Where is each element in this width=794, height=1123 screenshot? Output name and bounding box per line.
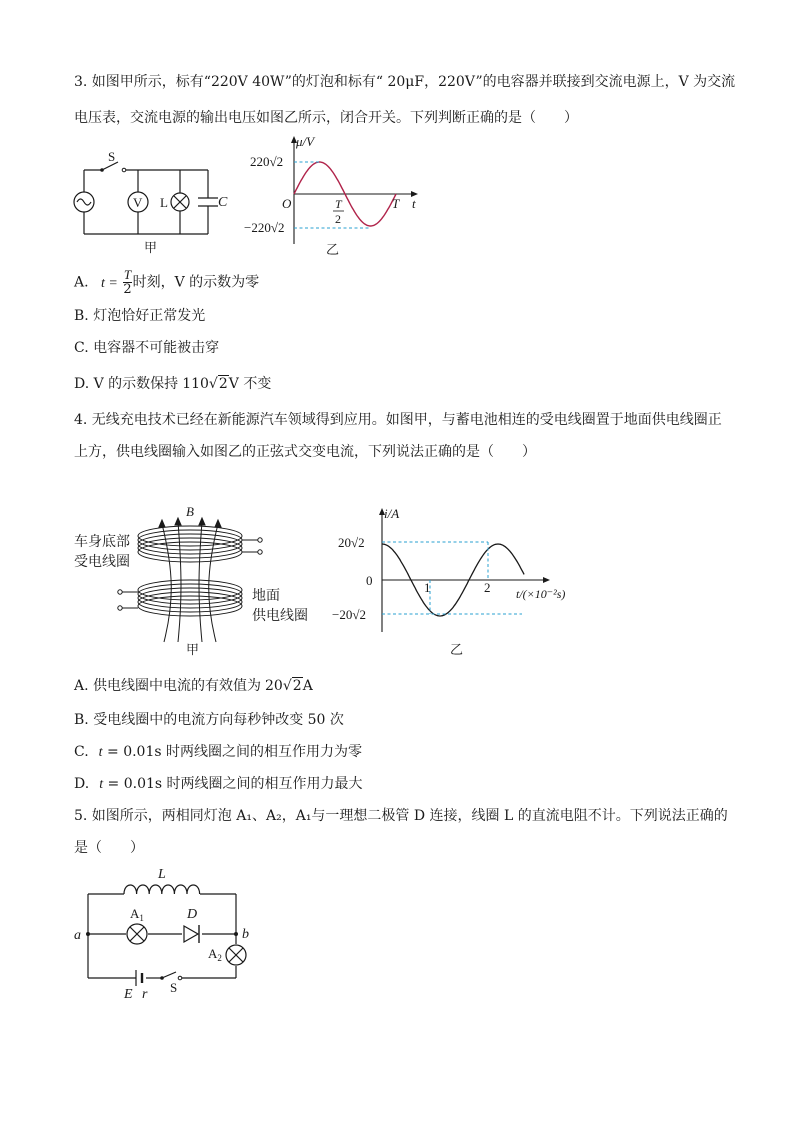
q4-upper-coil-label-2: 受电线圈 bbox=[74, 555, 130, 570]
q3-capacitor-label: C bbox=[218, 195, 228, 210]
q3-period-label: T bbox=[392, 196, 400, 211]
q4-fig-yi-caption: 乙 bbox=[450, 642, 464, 657]
q4-y-axis-label: i/A bbox=[384, 506, 400, 521]
q4-option-a: A. 供电线圈中电流的有效值为 20√2A bbox=[74, 678, 313, 694]
q3-half-period-den: 2 bbox=[335, 212, 341, 226]
q4-current-graph bbox=[334, 504, 584, 660]
q3-option-c: C. 电容器不可能被击穿 bbox=[74, 340, 220, 356]
q3-option-d: D. V 的示数保持 110√2V 不变 bbox=[74, 376, 272, 392]
q3-option-a: A. t = $\frac{T}{2}$ 时刻，V 的示数为零 bbox=[74, 267, 260, 297]
q5-resistance-label: r bbox=[142, 987, 148, 1002]
q4-lower-coil-label-1: 地面 bbox=[252, 589, 280, 604]
q3-voltmeter-label: V bbox=[133, 195, 143, 210]
q5-inductor-label: L bbox=[158, 867, 166, 882]
q5-diode-label: D bbox=[187, 907, 198, 922]
q3-switch-label: S bbox=[108, 149, 116, 164]
q4-lower-coil-label-2: 供电线圈 bbox=[252, 609, 308, 624]
q4-stem-line2: 上方，供电线圈输入如图乙的正弦式交变电流，下列说法正确的是（ ） bbox=[74, 444, 536, 460]
q5-lamp1-label: $A_1$ bbox=[130, 906, 144, 923]
q4-tick-1: 1 bbox=[424, 580, 431, 595]
q4-ymin-label: −20√2 bbox=[332, 607, 366, 622]
q3-stem-line1: 3. 如图甲所示，标有“220V 40W”的灯泡和标有“ 20μF，220V”的电容器并联接到交流电源上，V 为交流 bbox=[74, 74, 736, 90]
q4-stem-line1: 4. 无线充电技术已经在新能源汽车领域得到应用。如图甲，与蓄电池相连的受电线圈置于地面供电线圈正 bbox=[74, 412, 722, 428]
q5-switch-label: S bbox=[170, 980, 178, 995]
q3-fig-yi-caption: 乙 bbox=[326, 242, 340, 257]
q3-stem-line2: 电压表，交流电源的输出电压如图乙所示，闭合开关。下列判断正确的是（ ） bbox=[74, 110, 578, 126]
q4-x-axis-label: t/(×10⁻²s) bbox=[516, 587, 566, 601]
q4-option-d: D. t = 0.01s 时两线圈之间的相互作用力最大 bbox=[74, 776, 363, 792]
q3-x-axis-label: t bbox=[412, 196, 416, 211]
q3-ymin-label: −220√2 bbox=[244, 220, 285, 235]
q4-zero-label: 0 bbox=[366, 573, 373, 588]
q3-lamp-label: L bbox=[160, 195, 168, 210]
q5-circuit-figure bbox=[70, 862, 260, 1002]
q4-coils-figure bbox=[66, 502, 326, 660]
inductor-coil-icon bbox=[124, 885, 200, 894]
q5-lamp2-label: $A_2$ bbox=[208, 946, 222, 963]
q4-upper-coil-label-1: 车身底部 bbox=[74, 535, 130, 550]
q3-y-axis-label: μ/V bbox=[296, 134, 315, 149]
q5-stem-line2: 是（ ） bbox=[74, 840, 144, 856]
q3-origin-label: O bbox=[282, 196, 292, 211]
q4-option-c: C. t = 0.01s 时两线圈之间的相互作用力为零 bbox=[74, 744, 362, 760]
q5-node-a: a bbox=[74, 928, 81, 943]
q3-voltage-graph bbox=[240, 132, 430, 258]
q3-half-period-num: T bbox=[335, 197, 342, 211]
q5-node-b: b bbox=[242, 927, 249, 942]
q3-circuit-figure bbox=[66, 148, 236, 258]
q4-fig-jia-caption: 甲 bbox=[186, 642, 200, 657]
q4-field-label: B bbox=[186, 504, 194, 519]
q5-emf-label: E bbox=[124, 987, 133, 1002]
q3-option-b: B. 灯泡恰好正常发光 bbox=[74, 308, 206, 324]
q4-ymax-label: 20√2 bbox=[338, 535, 365, 550]
diode-icon bbox=[184, 926, 198, 942]
q3-ymax-label: 220√2 bbox=[250, 154, 284, 169]
q4-tick-2: 2 bbox=[484, 580, 491, 595]
q5-stem-line1: 5. 如图所示，两相同灯泡 A₁、A₂，A₁与一理想二极管 D 连接，线圈 L 的直流电阻不计。下列说法正确的 bbox=[74, 808, 728, 824]
q4-option-b: B. 受电线圈中的电流方向每秒钟改变 50 次 bbox=[74, 712, 344, 728]
q3-fig-jia-caption: 甲 bbox=[144, 240, 158, 255]
